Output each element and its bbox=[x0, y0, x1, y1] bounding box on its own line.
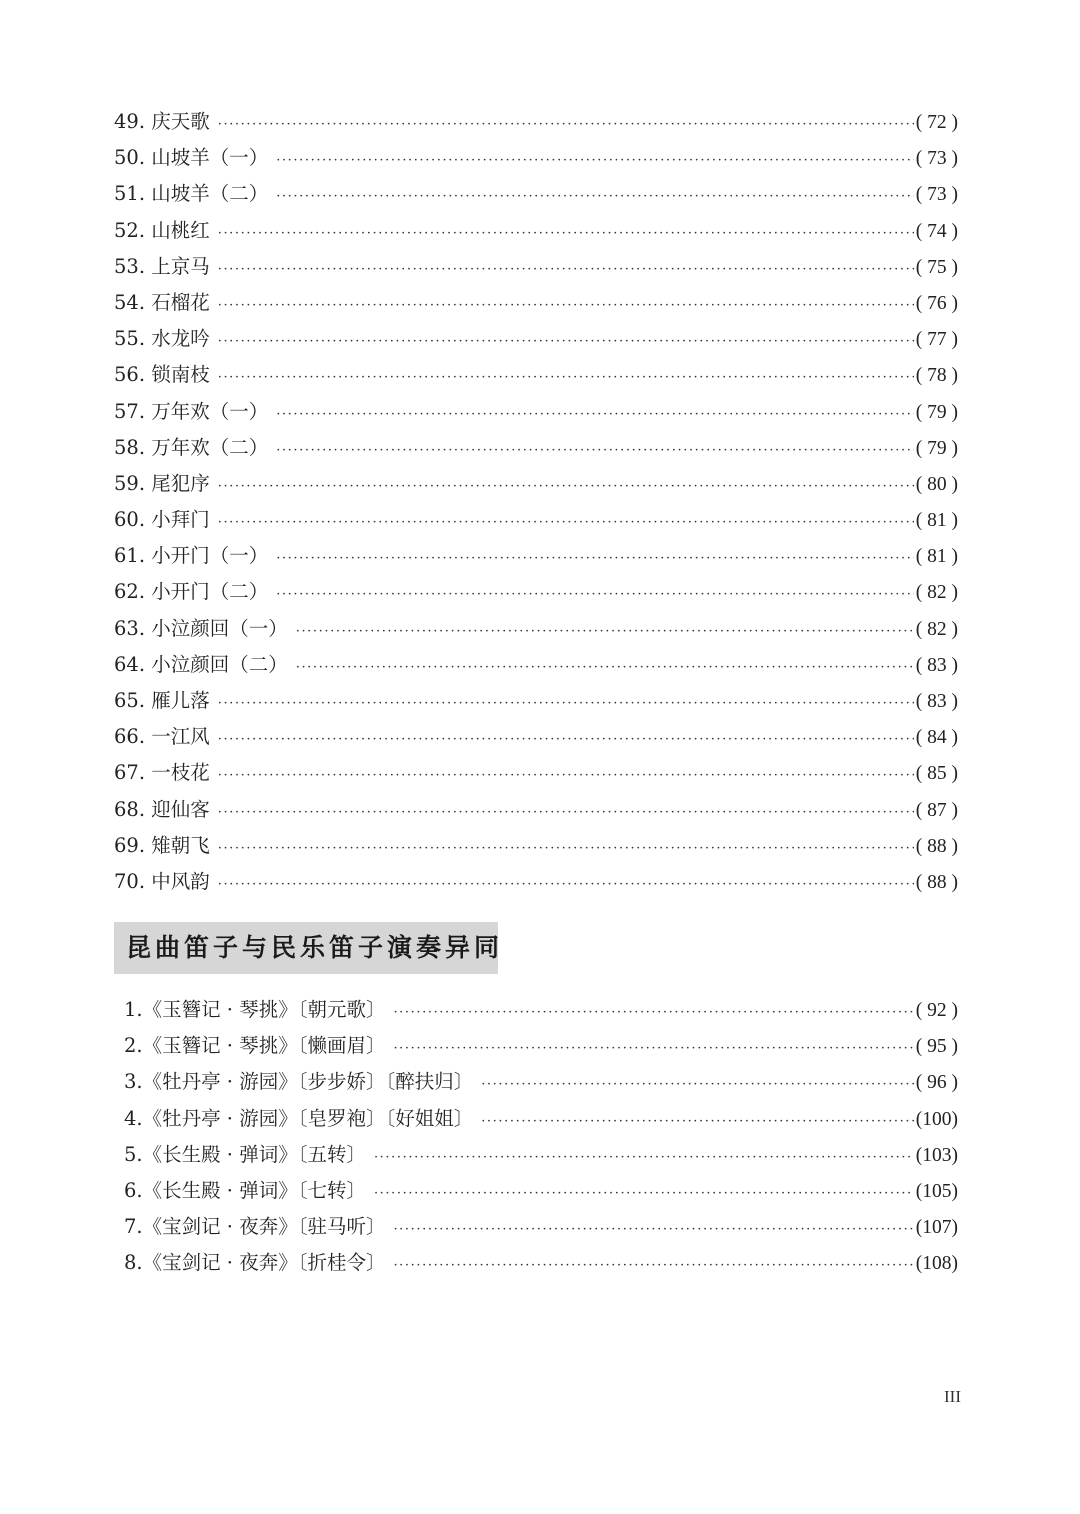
dot-leader bbox=[276, 179, 914, 215]
dot-leader bbox=[393, 1248, 913, 1284]
toc-entry-page: (103) bbox=[915, 1144, 958, 1166]
toc-entry bbox=[114, 611, 958, 647]
toc-entry-page: ( 75 ) bbox=[915, 256, 958, 278]
toc-entry-page: (105) bbox=[915, 1180, 958, 1202]
page-number: III bbox=[944, 1387, 961, 1406]
toc-entry bbox=[114, 574, 958, 610]
toc-entry-title: 52. 山桃红 bbox=[114, 218, 210, 242]
dot-leader bbox=[276, 143, 914, 179]
toc-entry-page: ( 81 ) bbox=[915, 546, 958, 568]
dot-leader bbox=[276, 397, 914, 433]
toc-entry bbox=[114, 538, 958, 574]
dot-leader bbox=[393, 995, 913, 1031]
toc-entry-title: 61. 小开门（一） bbox=[114, 544, 269, 568]
dot-leader bbox=[276, 541, 914, 577]
toc-entry-page: ( 83 ) bbox=[915, 654, 958, 676]
toc-entry bbox=[114, 285, 958, 321]
toc-entry bbox=[114, 755, 958, 791]
toc-entry-title: 69. 雉朝飞 bbox=[114, 833, 210, 857]
toc-entry-page: ( 74 ) bbox=[915, 220, 958, 242]
toc-entry-title: 67. 一枝花 bbox=[114, 761, 210, 785]
dot-leader bbox=[218, 360, 914, 396]
toc-entry-title: 1.《玉簪记 · 琴挑》〔朝元歌〕 bbox=[124, 998, 386, 1021]
toc-entry-title: 57. 万年欢（一） bbox=[114, 399, 269, 423]
toc-entry-title: 60. 小拜门 bbox=[114, 508, 210, 532]
toc-entry-page: (100) bbox=[915, 1108, 958, 1130]
section-title: 昆曲笛子与民乐笛子演奏异同 bbox=[114, 922, 498, 974]
toc-entry-title: 62. 小开门（二） bbox=[114, 580, 269, 604]
toc-entry bbox=[114, 104, 958, 140]
dot-leader bbox=[481, 1104, 914, 1140]
toc-entry bbox=[124, 1028, 958, 1064]
toc-entry-page: (107) bbox=[915, 1217, 958, 1239]
toc-entry-page: ( 92 ) bbox=[915, 1000, 958, 1021]
toc-entry-page: ( 73 ) bbox=[915, 184, 958, 206]
toc-entry-page: ( 87 ) bbox=[915, 799, 958, 821]
dot-leader bbox=[374, 1176, 914, 1212]
toc-entry bbox=[124, 1173, 958, 1209]
toc-entry bbox=[124, 992, 958, 1028]
toc-entry-title: 53. 上京马 bbox=[114, 254, 210, 278]
toc-entry-page: ( 79 ) bbox=[915, 437, 958, 459]
dot-leader bbox=[218, 216, 914, 252]
dot-leader bbox=[218, 758, 914, 794]
toc-entry-title: 70. 中风韵 bbox=[114, 869, 210, 893]
toc-entry bbox=[124, 1245, 958, 1281]
toc-entry-page: (108) bbox=[915, 1253, 958, 1275]
toc-entry bbox=[114, 213, 958, 249]
toc-entry bbox=[114, 430, 958, 466]
toc-entry-title: 7.《宝剑记 · 夜奔》〔驻马听〕 bbox=[124, 1215, 386, 1239]
toc-entry-title: 2.《玉簪记 · 琴挑》〔懒画眉〕 bbox=[124, 1034, 386, 1058]
toc-entry-page: ( 81 ) bbox=[915, 510, 958, 532]
toc-entry-title: 63. 小泣颜回（一） bbox=[114, 616, 288, 640]
toc-list-section bbox=[124, 992, 958, 1282]
dot-leader bbox=[374, 1140, 914, 1176]
toc-entry-title: 6.《长生殿 · 弹词》〔七转〕 bbox=[124, 1178, 366, 1202]
toc-entry-title: 49. 庆天歌 bbox=[114, 110, 210, 133]
dot-leader bbox=[296, 614, 914, 650]
toc-entry-title: 4.《牡丹亭 · 游园》〔皂罗袍〕〔好姐姐〕 bbox=[124, 1106, 474, 1130]
toc-entry-page: ( 82 ) bbox=[915, 618, 958, 640]
dot-leader bbox=[218, 722, 914, 758]
toc-list-main bbox=[114, 104, 958, 900]
toc-entry bbox=[124, 1064, 958, 1100]
toc-entry bbox=[114, 140, 958, 176]
toc-entry bbox=[114, 321, 958, 357]
toc-entry bbox=[114, 466, 958, 502]
dot-leader bbox=[481, 1067, 914, 1103]
toc-entry-page: ( 83 ) bbox=[915, 691, 958, 712]
toc-entry bbox=[114, 683, 958, 719]
toc-entry-page: ( 78 ) bbox=[915, 365, 958, 387]
toc-entry-title: 66. 一江风 bbox=[114, 725, 210, 749]
toc-entry-title: 56. 锁南枝 bbox=[114, 363, 210, 387]
toc-entry bbox=[114, 176, 958, 212]
toc-entry-title: 51. 山坡羊（二） bbox=[114, 182, 269, 206]
toc-entry bbox=[124, 1209, 958, 1245]
dot-leader bbox=[218, 324, 914, 360]
toc-entry bbox=[114, 864, 958, 900]
toc-entry bbox=[114, 357, 958, 393]
toc-entry-page: ( 82 ) bbox=[915, 582, 958, 604]
toc-entry bbox=[114, 394, 958, 430]
dot-leader bbox=[218, 469, 914, 505]
toc-entry-page: ( 72 ) bbox=[915, 112, 958, 133]
toc-entry bbox=[114, 647, 958, 683]
dot-leader bbox=[218, 686, 914, 722]
toc-entry bbox=[114, 502, 958, 538]
toc-entry-title: 54. 石榴花 bbox=[114, 290, 210, 314]
dot-leader bbox=[296, 650, 914, 686]
toc-entry-page: ( 84 ) bbox=[915, 727, 958, 749]
toc-entry bbox=[114, 792, 958, 828]
dot-leader bbox=[218, 831, 914, 867]
toc-entry-title: 68. 迎仙客 bbox=[114, 797, 210, 821]
toc-entry-page: ( 79 ) bbox=[915, 401, 958, 423]
dot-leader bbox=[218, 505, 914, 541]
toc-entry-page: ( 95 ) bbox=[915, 1036, 958, 1058]
toc-entry-page: ( 96 ) bbox=[915, 1072, 958, 1094]
dot-leader bbox=[393, 1212, 913, 1248]
toc-entry-title: 5.《长生殿 · 弹词》〔五转〕 bbox=[124, 1142, 366, 1166]
toc-entry bbox=[114, 249, 958, 285]
toc-entry-title: 3.《牡丹亭 · 游园》〔步步娇〕〔醉扶归〕 bbox=[124, 1070, 474, 1094]
toc-entry-title: 59. 尾犯序 bbox=[114, 471, 210, 495]
toc-entry-title: 64. 小泣颜回（二） bbox=[114, 652, 288, 676]
toc-entry-page: ( 88 ) bbox=[915, 871, 958, 893]
toc-entry-page: ( 88 ) bbox=[915, 835, 958, 857]
dot-leader bbox=[218, 795, 914, 831]
toc-entry-title: 55. 水龙吟 bbox=[114, 327, 210, 351]
toc-entry bbox=[124, 1101, 958, 1137]
dot-leader bbox=[218, 107, 914, 143]
dot-leader bbox=[218, 252, 914, 288]
toc-entry-page: ( 80 ) bbox=[915, 473, 958, 495]
toc-entry-page: ( 73 ) bbox=[915, 148, 958, 170]
toc-entry-page: ( 77 ) bbox=[915, 329, 958, 351]
toc-entry bbox=[124, 1137, 958, 1173]
toc-entry-title: 58. 万年欢（二） bbox=[114, 435, 269, 459]
dot-leader bbox=[218, 867, 914, 903]
toc-entry-page: ( 85 ) bbox=[915, 763, 958, 785]
toc-entry-title: 8.《宝剑记 · 夜奔》〔折桂令〕 bbox=[124, 1251, 386, 1275]
dot-leader bbox=[276, 577, 914, 613]
toc-entry-page: ( 76 ) bbox=[915, 292, 958, 314]
toc-entry bbox=[114, 828, 958, 864]
dot-leader bbox=[218, 288, 914, 324]
toc-entry bbox=[114, 719, 958, 755]
toc-entry-title: 65. 雁儿落 bbox=[114, 689, 210, 712]
toc-entry-title: 50. 山坡羊（一） bbox=[114, 146, 269, 170]
dot-leader bbox=[276, 433, 914, 469]
dot-leader bbox=[393, 1031, 913, 1067]
